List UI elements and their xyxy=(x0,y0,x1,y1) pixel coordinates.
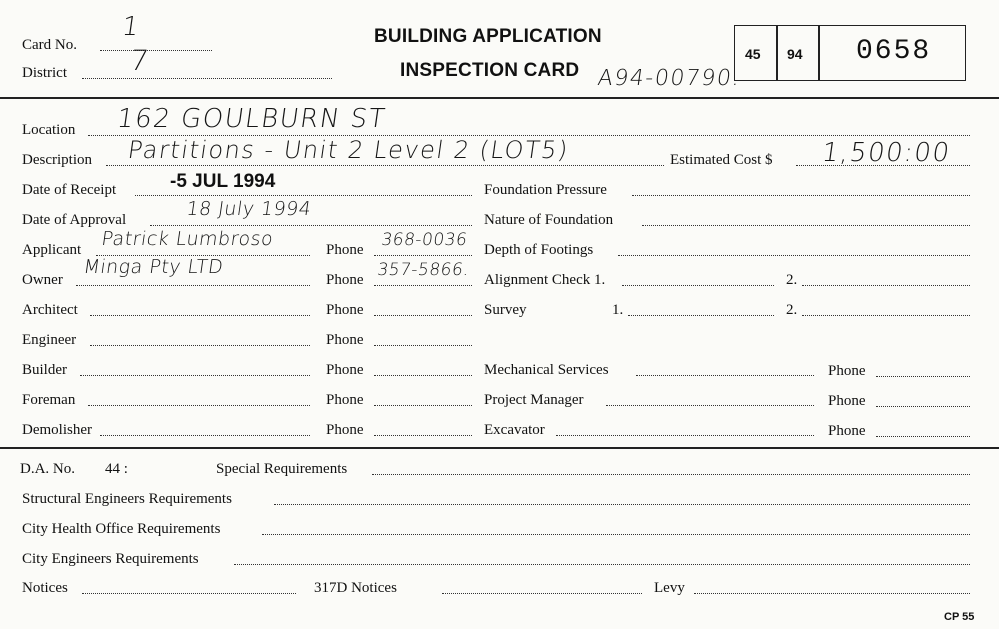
project-manager-line xyxy=(606,405,814,406)
district-label: District xyxy=(22,65,67,81)
structural-requirements-line xyxy=(274,504,970,505)
owner-label: Owner xyxy=(22,272,63,288)
project-manager-phone-label: Phone xyxy=(828,393,866,409)
city-engineers-requirements-line xyxy=(234,564,970,565)
alignment-check-2-line xyxy=(802,285,970,286)
alignment-check-label: Alignment Check 1. xyxy=(484,272,606,288)
engineer-phone-label: Phone xyxy=(326,332,364,348)
foreman-phone-label: Phone xyxy=(326,392,364,408)
applicant-phone-value: 368-0036 xyxy=(380,230,469,250)
health-requirements-line xyxy=(262,534,970,535)
excavator-label: Excavator xyxy=(484,422,545,438)
builder-line xyxy=(80,375,310,376)
notices-317d-label: 317D Notices xyxy=(314,580,397,596)
title-line2: INSPECTION CARD xyxy=(400,60,580,81)
location-value: 162 GOULBURN ST xyxy=(115,104,388,134)
da-no-value: 44 : xyxy=(105,461,128,477)
district-value: 7 xyxy=(128,44,152,77)
project-manager-label: Project Manager xyxy=(484,392,584,408)
excavator-phone-label: Phone xyxy=(828,423,866,439)
date-approval-line xyxy=(150,225,472,226)
survey-1-line xyxy=(628,315,774,316)
applicant-phone-label: Phone xyxy=(326,242,364,258)
architect-line xyxy=(90,315,310,316)
applicant-value: Patrick Lumbroso xyxy=(100,228,275,250)
applicant-label: Applicant xyxy=(22,242,82,258)
box-divider-1 xyxy=(776,25,778,81)
box-cell-3: 0658 xyxy=(856,36,932,67)
da-no-label: D.A. No. xyxy=(20,461,75,477)
demolisher-label: Demolisher xyxy=(22,422,92,438)
description-value: Partitions - Unit 2 Level 2 (LOT5) xyxy=(126,136,571,164)
foreman-line xyxy=(88,405,310,406)
depth-footings-label: Depth of Footings xyxy=(484,242,594,258)
form-code: CP 55 xyxy=(944,611,975,623)
applicant-phone-line xyxy=(374,255,472,256)
foreman-phone-line xyxy=(374,405,472,406)
depth-footings-line xyxy=(618,255,970,256)
box-cell-1: 45 xyxy=(745,46,761,62)
application-number: A94-00790. xyxy=(596,66,743,91)
special-requirements-label: Special Requirements xyxy=(216,461,348,477)
excavator-phone-line xyxy=(876,436,970,437)
title-line1: BUILDING APPLICATION xyxy=(374,26,602,47)
survey-1-label: 1. xyxy=(612,302,624,318)
header-divider xyxy=(0,97,999,99)
card-no-label: Card No. xyxy=(22,37,77,53)
card-no-line xyxy=(100,50,212,51)
special-requirements-line xyxy=(372,474,970,475)
notices-line xyxy=(82,593,296,594)
district-line xyxy=(82,78,332,79)
survey-2-line xyxy=(802,315,970,316)
structural-requirements-label: Structural Engineers Requirements xyxy=(22,491,232,507)
mechanical-phone-label: Phone xyxy=(828,363,866,379)
city-engineers-requirements-label: City Engineers Requirements xyxy=(22,551,199,567)
mechanical-line xyxy=(636,375,814,376)
date-approval-value: 18 July 1994 xyxy=(185,198,313,220)
owner-line xyxy=(76,285,310,286)
date-approval-label: Date of Approval xyxy=(22,212,127,228)
architect-phone-line xyxy=(374,315,472,316)
levy-line xyxy=(694,593,970,594)
requirements-divider xyxy=(0,447,999,449)
date-receipt-label: Date of Receipt xyxy=(22,182,117,198)
notices-317d-line xyxy=(442,593,642,594)
foundation-pressure-label: Foundation Pressure xyxy=(484,182,607,198)
health-requirements-label: City Health Office Requirements xyxy=(22,521,221,537)
architect-label: Architect xyxy=(22,302,78,318)
estimated-cost-value: 1,500:00 xyxy=(820,138,953,168)
foundation-pressure-line xyxy=(632,195,970,196)
owner-value: Minga Pty LTD xyxy=(82,256,225,278)
notices-label: Notices xyxy=(22,580,68,596)
alignment-check-1-line xyxy=(622,285,774,286)
demolisher-phone-line xyxy=(374,435,472,436)
owner-phone-value: 357-5866. xyxy=(376,260,471,280)
project-manager-phone-line xyxy=(876,406,970,407)
levy-label: Levy xyxy=(654,580,685,596)
engineer-label: Engineer xyxy=(22,332,77,348)
survey-label: Survey xyxy=(484,302,527,318)
box-cell-2: 94 xyxy=(787,46,803,62)
location-label: Location xyxy=(22,122,76,138)
date-receipt-line xyxy=(135,195,472,196)
card-no-value: 1 xyxy=(120,12,143,42)
mechanical-label: Mechanical Services xyxy=(484,362,609,378)
date-receipt-value: -5 JUL 1994 xyxy=(170,171,276,192)
foreman-label: Foreman xyxy=(22,392,76,408)
nature-foundation-line xyxy=(642,225,970,226)
demolisher-phone-label: Phone xyxy=(326,422,364,438)
description-label: Description xyxy=(22,152,92,168)
owner-phone-label: Phone xyxy=(326,272,364,288)
builder-phone-line xyxy=(374,375,472,376)
estimated-cost-label: Estimated Cost $ xyxy=(670,152,773,168)
alignment-check-2-label: 2. xyxy=(786,272,798,288)
demolisher-line xyxy=(100,435,310,436)
architect-phone-label: Phone xyxy=(326,302,364,318)
owner-phone-line xyxy=(374,285,472,286)
survey-2-label: 2. xyxy=(786,302,798,318)
box-divider-2 xyxy=(818,25,820,81)
engineer-line xyxy=(90,345,310,346)
engineer-phone-line xyxy=(374,345,472,346)
excavator-line xyxy=(556,435,814,436)
builder-label: Builder xyxy=(22,362,67,378)
mechanical-phone-line xyxy=(876,376,970,377)
nature-foundation-label: Nature of Foundation xyxy=(484,212,614,228)
builder-phone-label: Phone xyxy=(326,362,364,378)
description-line xyxy=(106,165,664,166)
